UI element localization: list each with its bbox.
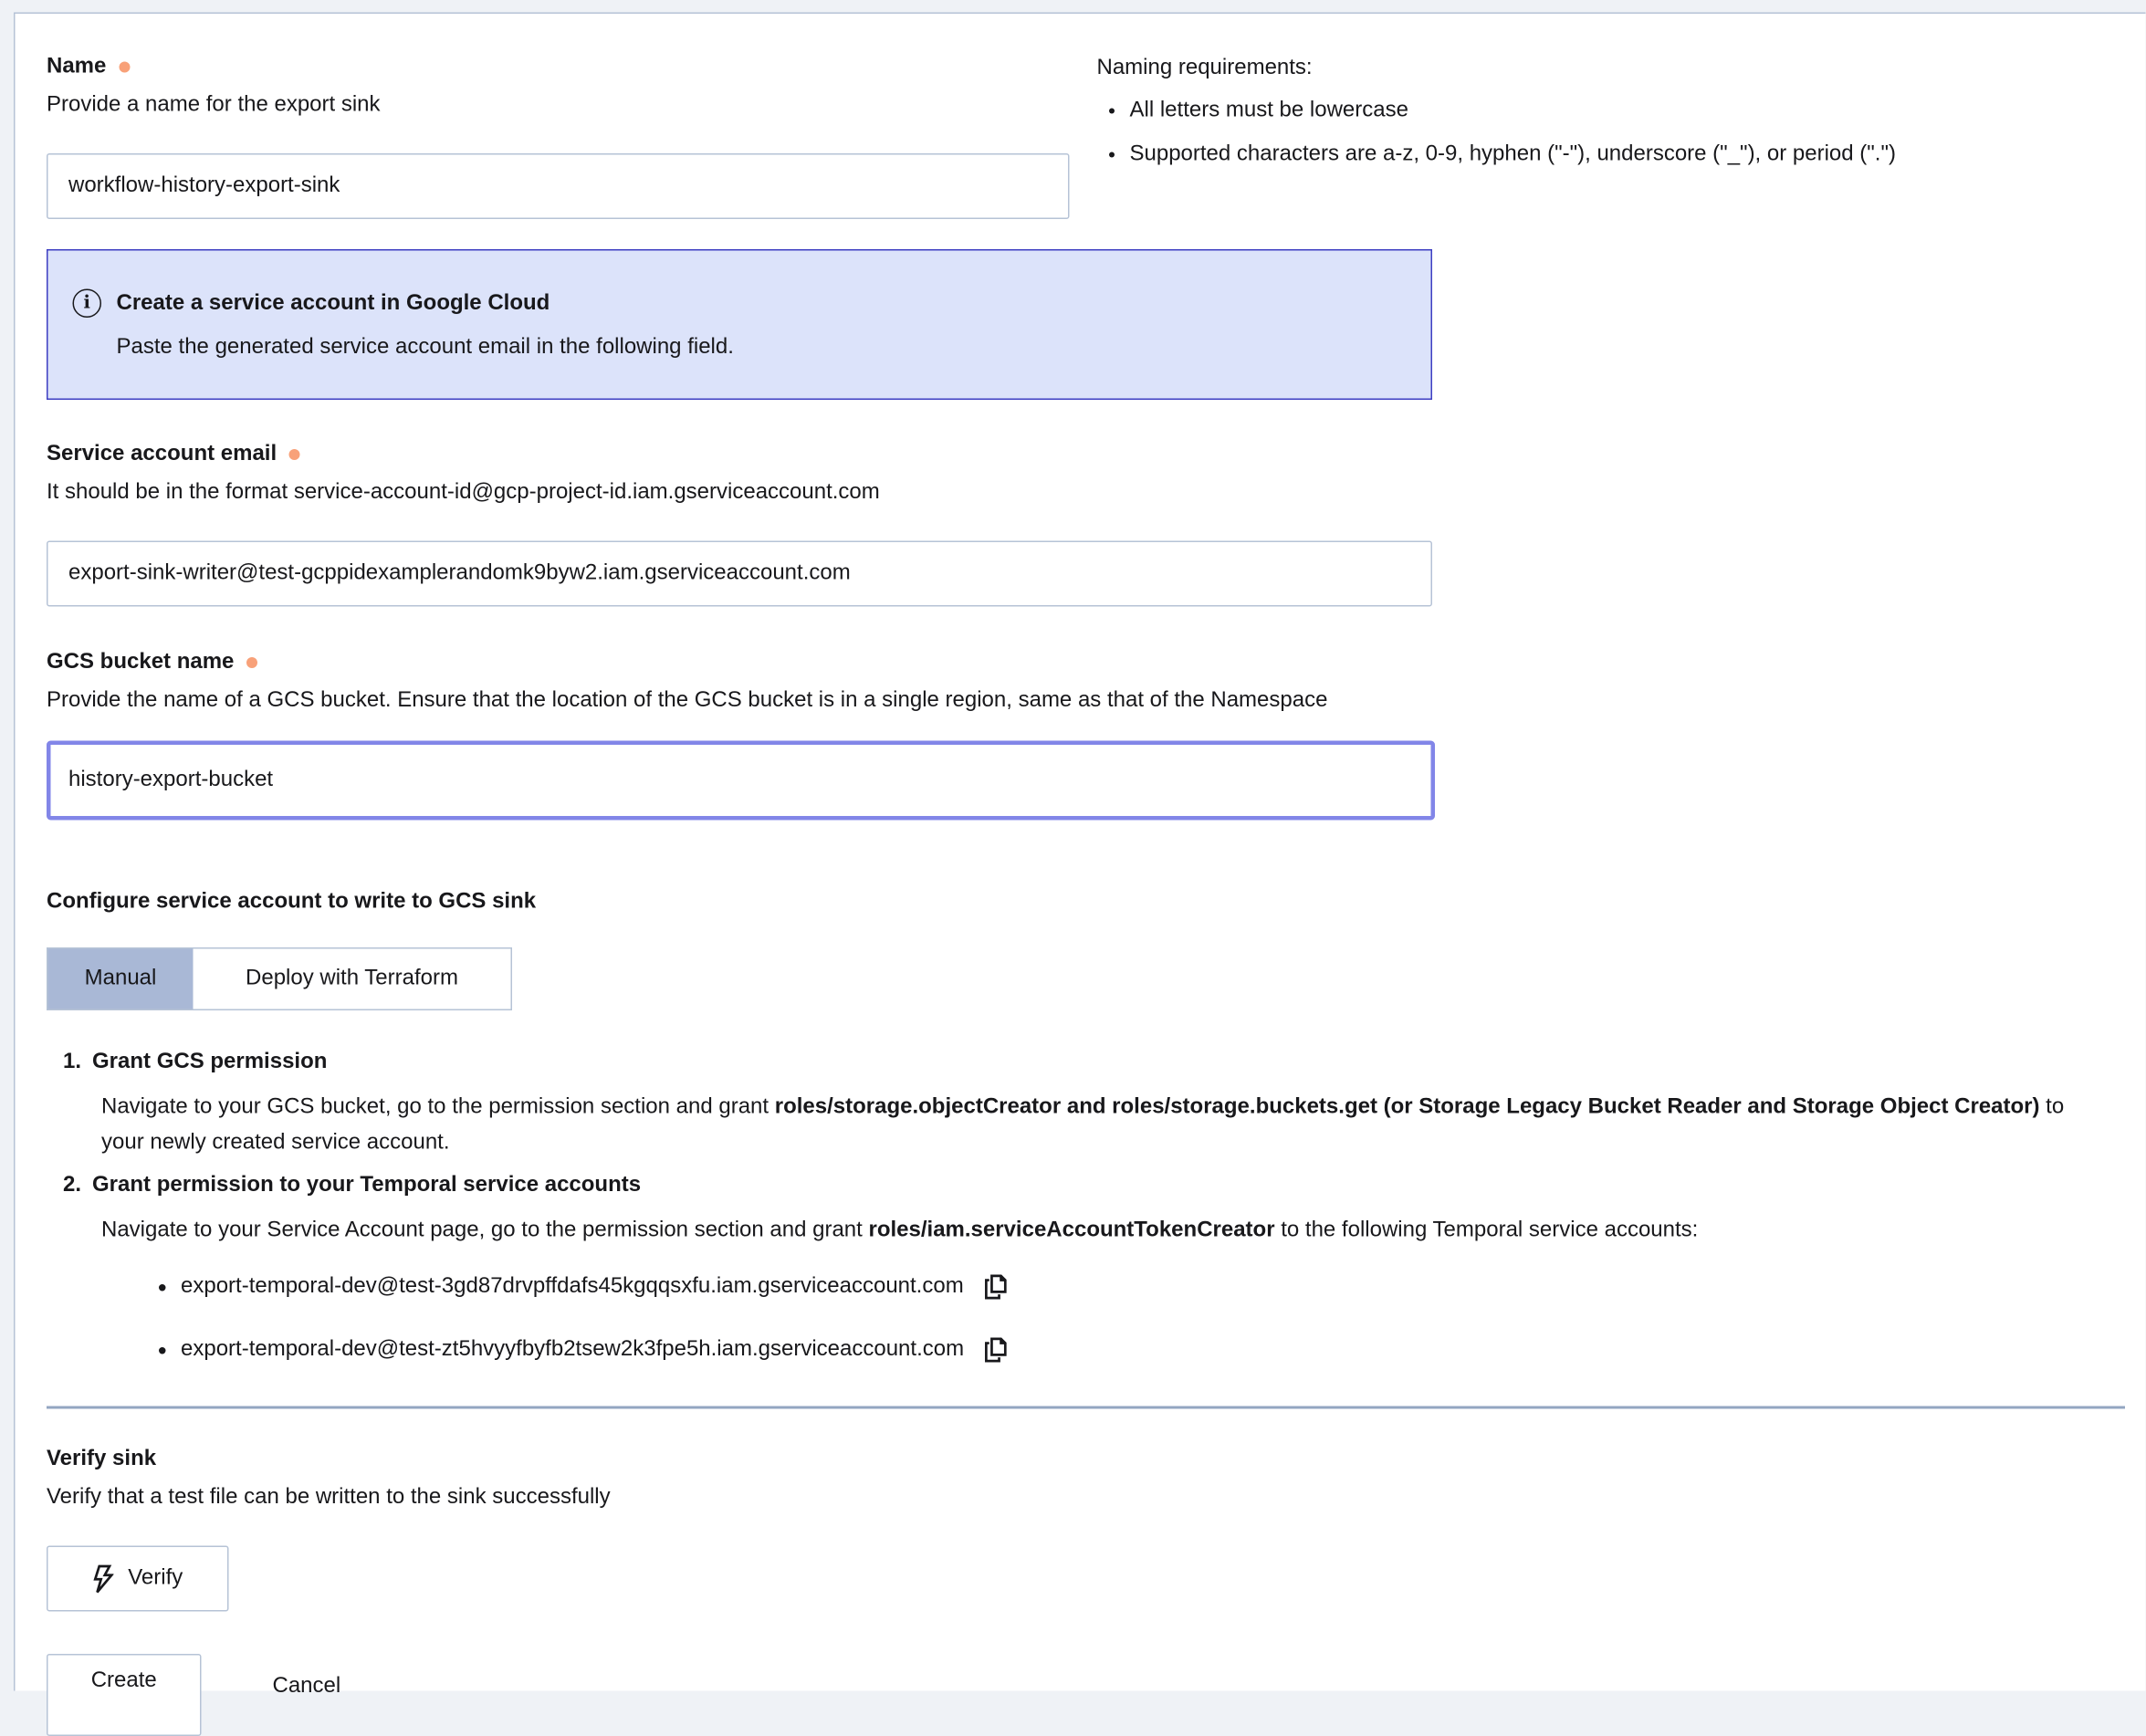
cancel-button[interactable]: Cancel <box>256 1654 358 1720</box>
naming-requirements-title: Naming requirements: <box>1096 56 1313 79</box>
temporal-service-account-email: export-temporal-dev@test-3gd87drvpffdafs45kgqqsxfu.iam.gserviceaccount.com <box>181 1274 964 1298</box>
service-account-description: It should be in the format service-account-id@gcp-project-id.iam.gserviceaccount.com <box>47 480 880 504</box>
info-banner-body: Paste the generated service account email in the following field. <box>116 335 734 359</box>
name-label-row <box>47 51 1070 84</box>
step-1-title: 1. Grant GCS permission <box>63 1046 2126 1079</box>
service-account-item <box>159 1333 2126 1366</box>
configure-tabs <box>47 947 512 1010</box>
info-banner <box>47 249 1432 400</box>
copy-button[interactable] <box>983 1336 1008 1364</box>
verify-button[interactable] <box>47 1546 229 1612</box>
copy-button[interactable] <box>983 1273 1008 1301</box>
bucket-description: Provide the name of a GCS bucket. Ensure that the location of the GCS bucket is in a single region, same as that of the Namespace <box>47 688 1328 712</box>
temporal-service-account-list <box>159 1271 2126 1366</box>
naming-requirement-item: • Supported characters are a-z, 0-9, hyphen ("-"), underscore ("_"), or period (".") <box>1130 139 2126 172</box>
create-button[interactable]: Create <box>47 1654 202 1736</box>
info-banner-title: Create a service account in Google Cloud <box>116 291 550 315</box>
manual-steps <box>63 1046 2126 1366</box>
info-icon: i <box>73 289 102 319</box>
lightning-icon <box>92 1564 114 1594</box>
section-divider <box>47 1407 2126 1409</box>
verify-button-label: Verify <box>128 1566 183 1590</box>
step-1-number: 1. <box>63 1050 82 1073</box>
name-section <box>47 51 2126 220</box>
temporal-service-account-email: export-temporal-dev@test-zt5hvyyfbyfb2tsew2k3fpe5h.iam.gserviceaccount.com <box>181 1337 965 1361</box>
naming-requirements <box>1097 51 2126 183</box>
step-2-number: 2. <box>63 1173 82 1197</box>
bucket-name-input[interactable] <box>47 741 1435 821</box>
name-input[interactable] <box>47 153 1070 219</box>
bucket-label: GCS bucket name <box>47 650 235 674</box>
configure-section-title: Configure service account to write to GCS sink <box>47 890 537 914</box>
form-actions <box>47 1654 2126 1736</box>
tab-deploy-terraform[interactable]: Deploy with Terraform <box>194 949 511 1009</box>
bullet-dot <box>159 1346 166 1354</box>
required-dot <box>289 449 300 460</box>
service-account-item <box>159 1271 2126 1303</box>
form-panel <box>14 13 2146 1698</box>
step-2-body: Navigate to your Service Account page, go to the permission section and grant roles/iam.serviceAccountTokenCreator to the following Temporal service accounts: <box>101 1218 1699 1242</box>
copy-icon <box>983 1336 1008 1364</box>
service-account-email-input[interactable] <box>47 541 1432 607</box>
name-description: Provide a name for the export sink <box>47 93 381 117</box>
tab-manual[interactable]: Manual <box>48 949 194 1009</box>
service-account-section <box>47 438 2126 607</box>
verify-sink-title: Verify sink <box>47 1447 157 1470</box>
copy-icon <box>983 1273 1008 1301</box>
required-dot <box>246 657 257 668</box>
verify-sink-description: Verify that a test file can be written to the sink successfully <box>47 1485 611 1509</box>
name-label: Name <box>47 55 107 78</box>
service-account-label: Service account email <box>47 442 277 465</box>
bucket-section <box>47 646 2126 821</box>
step-1-body: Navigate to your GCS bucket, go to the permission section and grant roles/storage.objectCreator and roles/storage.buckets.get (or Storage Legacy Bucket Reader and Storage Object Creator) to your newly created service account. <box>101 1095 2065 1155</box>
naming-requirement-item: • All letters must be lowercase <box>1130 95 2126 128</box>
verify-section <box>47 1443 2126 1612</box>
bullet-dot <box>159 1283 166 1291</box>
required-dot <box>119 62 130 73</box>
step-2-title: 2. Grant permission to your Temporal service accounts <box>63 1169 2126 1202</box>
